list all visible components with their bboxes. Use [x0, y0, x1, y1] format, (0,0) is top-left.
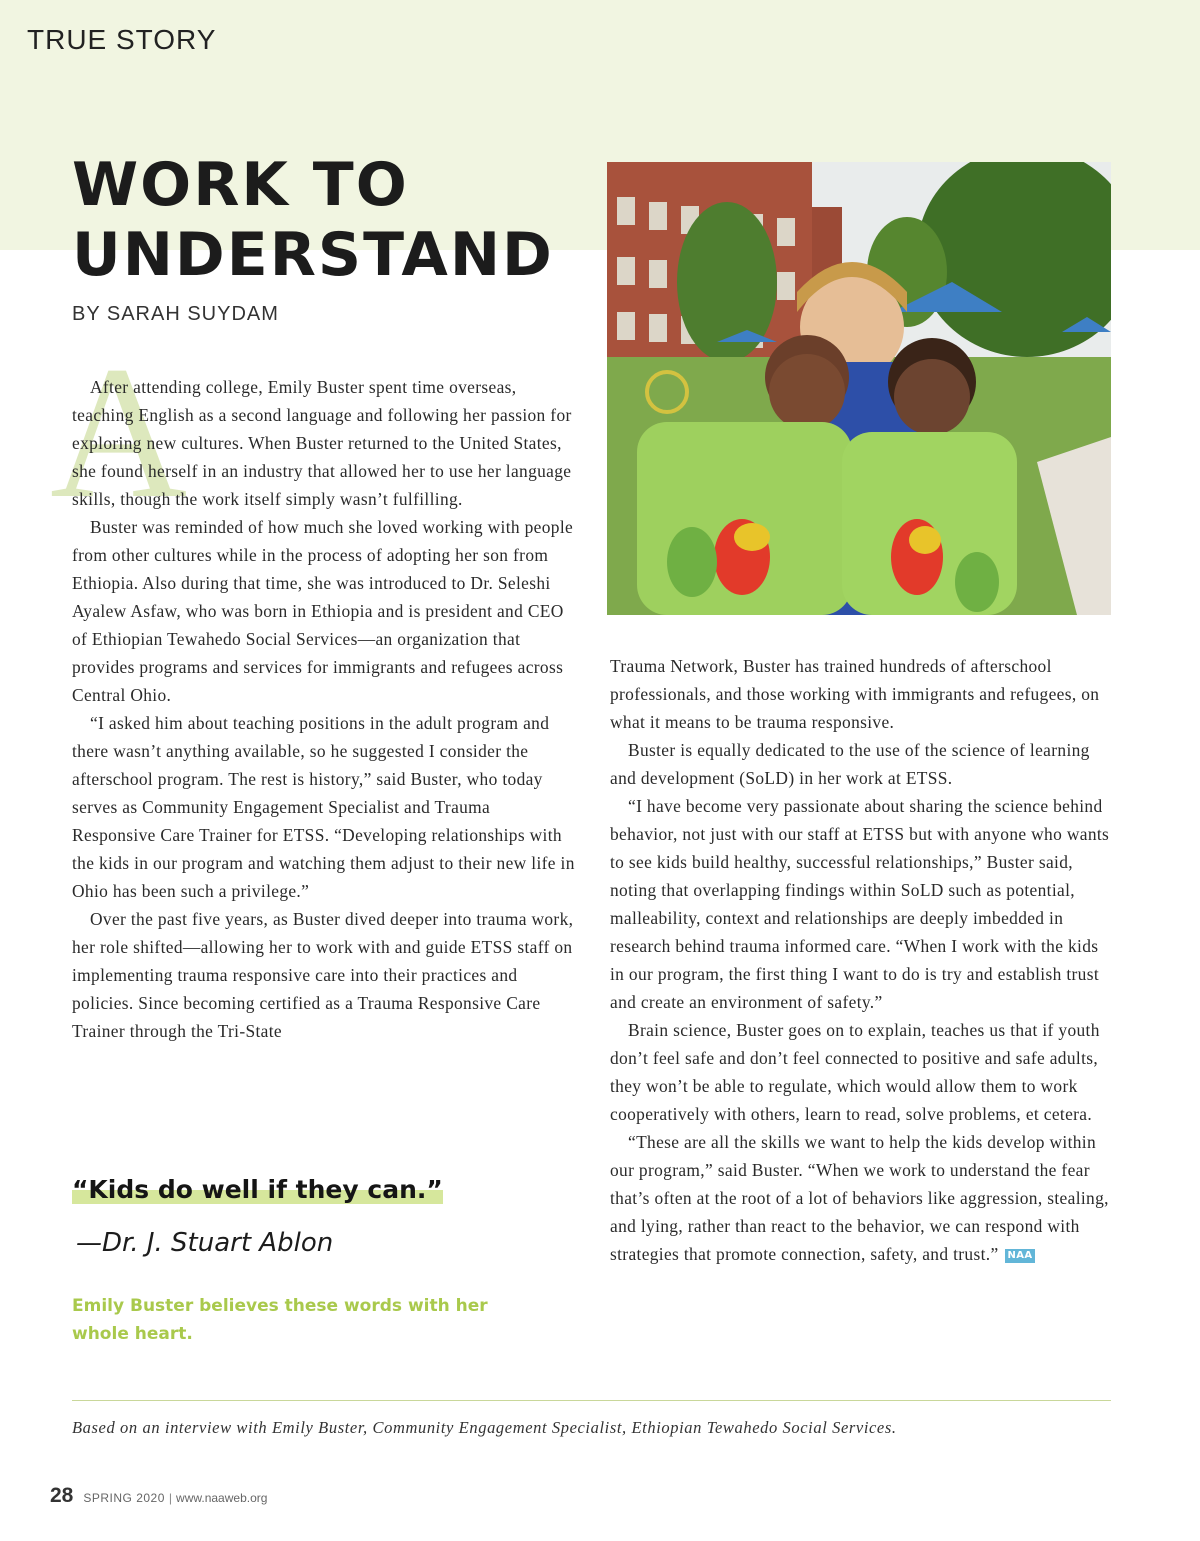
- article-title: [72, 150, 554, 290]
- drop-cap: A: [50, 328, 188, 538]
- page-number: 28: [50, 1484, 74, 1507]
- article-photo: [607, 162, 1111, 615]
- right-column: [610, 652, 1110, 1268]
- final-paragraph-text: “These are all the skills we want to help the kids develop within our program,” said Buster. “When we work to understand the fear that’s often at the root of a lot of behaviors like aggression, stealing, and lying, rather than react to the behavior, we can respond with strategies that promote connection, safety, and trust.”: [610, 1132, 1109, 1264]
- issue-label: SPRING 2020: [83, 1491, 165, 1505]
- title-line-2: UNDERSTAND: [72, 220, 554, 290]
- body-paragraph: After attending college, Emily Buster spent time overseas, teaching English as a second language and following her passion for exploring new cultures. When Buster returned to the United States, she found herself in an industry that allowed her to use her language skills, though the work itself simply wasn’t fulfilling.: [72, 377, 572, 509]
- quote-attribution: —Dr. J. Stuart Ablon: [76, 1228, 334, 1258]
- body-paragraph: Trauma Network, Buster has trained hundreds of afterschool professionals, and those working with immigrants and refugees, on what it means to be trauma responsive.: [610, 656, 1100, 732]
- pull-quote: “Kids do well if they can.”: [72, 1175, 443, 1204]
- section-label: TRUE STORY: [27, 24, 217, 55]
- left-column: [72, 373, 577, 1045]
- body-paragraph-final: [610, 1128, 1110, 1268]
- body-paragraph: Buster is equally dedicated to the use of the science of learning and development (SoLD) in her work at ETSS.: [610, 740, 1090, 788]
- naa-end-mark-icon: NAA: [1005, 1249, 1036, 1263]
- byline: BY SARAH SUYDAM: [72, 303, 279, 325]
- body-paragraph: Brain science, Buster goes on to explain, teaches us that if youth don’t feel safe and don’t feel connected to positive and safe adults, they won’t be able to regulate, which would allow them to work cooperatively with others, learn to read, solve problems, et cetera.: [610, 1020, 1100, 1124]
- website-link[interactable]: www.naaweb.org: [176, 1491, 268, 1505]
- pull-quote-box: [72, 1175, 552, 1204]
- body-paragraph: Buster was reminded of how much she loved working with people from other cultures while in the process of adopting her son from Ethiopia. Also during that time, she was introduced to Dr. Seleshi Ayalew Asfaw, who was born in Ethiopia and is president and CEO of Ethiopian Tewahedo Social Services—an organization that provides programs and services for immigrants and refugees across Central Ohio.: [72, 517, 574, 705]
- footer-separator: |: [168, 1491, 173, 1505]
- title-line-1: WORK TO: [72, 150, 409, 220]
- page-footer: [50, 1484, 267, 1508]
- photo-icon: [607, 162, 1111, 615]
- footnote-divider: [72, 1400, 1111, 1401]
- footnote: Based on an interview with Emily Buster, Community Engagement Specialist, Ethiopian Tewahedo Social Services.: [72, 1418, 897, 1437]
- body-paragraph: “I have become very passionate about sharing the science behind behavior, not just with our staff at ETSS but with anyone who wants to see kids build healthy, successful relationships,” Buster said, noting that overlapping findings within SoLD such as potential, malleability, context and relationships are deeply imbedded in research behind trauma informed care. “When I work with the kids in our program, the first thing I want to do is try and establish trust and create an environment of safety.”: [610, 796, 1110, 1012]
- body-paragraph: Over the past five years, as Buster dived deeper into trauma work, her role shifted—allowing her to work with and guide ETSS staff on implementing trauma responsive care into their practices and policies. Since becoming certified as a Trauma Responsive Care Trainer through the Tri-State: [72, 909, 574, 1041]
- body-paragraph: “I asked him about teaching positions in the adult program and there wasn’t anything available, so he suggested I consider the afterschool program. The rest is history,” said Buster, who today serves as Community Engagement Specialist and Trauma Responsive Care Trainer for ETSS. “Developing relationships with the kids in our program and watching them adjust to their new life in Ohio has been such a privilege.”: [72, 713, 575, 901]
- quote-note: Emily Buster believes these words with her whole heart.: [72, 1296, 488, 1344]
